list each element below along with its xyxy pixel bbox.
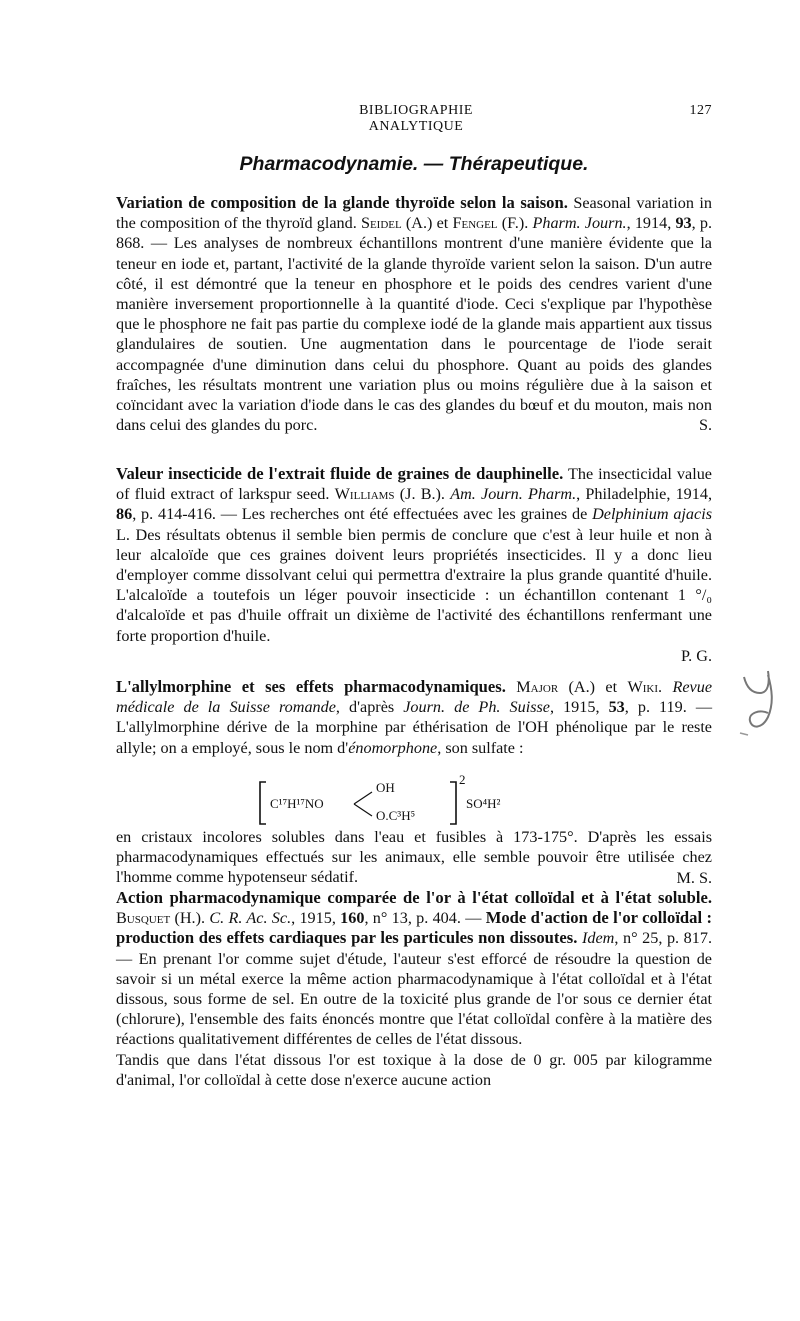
- journal-name: Journ. de Ph. Suisse: [403, 698, 550, 717]
- reviewer-signature: P. G.: [680, 646, 712, 665]
- chemical-formula: [254, 774, 544, 834]
- page-number: 127: [689, 103, 712, 118]
- reviewer-signature: S.: [698, 416, 712, 435]
- idem-reference: Idem: [582, 929, 615, 948]
- volume-number: 93: [675, 214, 692, 233]
- section-title: Pharmacodynamie. — Thérapeutique.: [239, 153, 589, 175]
- author-name: Fengel: [452, 214, 498, 233]
- handwritten-y-icon: [738, 663, 788, 743]
- formula-upper: OH: [376, 780, 395, 795]
- journal-name: Revue médicale de la Suisse romande: [116, 678, 713, 717]
- journal-name: C. R. Ac. Sc.: [209, 909, 292, 928]
- abstract-text: L. Des résultats obtenus il semble bien permis de conclure que c'est à leur huile et non à leur alcaloïde que ces graines doivent leurs propriétés insecticides. Il y a donc lieu d'employer comme dissolvant celui qui permettra d'extraire la plus grande quantité d'huile. L'alcaloïde a toutefois un léger pouvoir insecticide : un échantillon contenant 1 °/₀ d'alcaloïde et pas d'huile offrait un dixième de l'activité des échantillons renfermant une forte proportion d'huile.: [116, 525, 712, 645]
- formula-branch-lines: [354, 792, 372, 816]
- article-title: Variation de composition de la glande thyroïde selon la saison.: [116, 193, 568, 212]
- article-title: L'allylmorphine et ses effets pharmacodynamiques.: [116, 677, 506, 696]
- author-name: Seidel: [360, 214, 402, 233]
- formula-acid: SO⁴H²: [466, 796, 501, 811]
- abstract-text: en cristaux incolores solubles dans l'eau et fusibles à 173-175°. D'après les essais pharmacodynamiques effectués sur les animaux, elle semble pouvoir être utilisée chez l'homme comme hypotenseur sédatif.: [116, 828, 712, 887]
- abstract-text-continued: Tandis que dans l'état dissous l'or est toxique à la dose de 0 gr. 005 par kilogramme d'animal, l'or colloïdal à cette dose n'exerce aucune action: [116, 1050, 712, 1089]
- article-gold: [116, 888, 712, 1090]
- article-gold-body: Action pharmacodynamique comparée de l'or à l'état colloïdal et à l'état soluble. Busquet (H.). C. R. Ac. Sc., 1915, 160, n° 13, p. 404. — Mode d'action de l'or colloïdal : production des effets cardiaques par les particules non dissoutes. Idem, n° 25, p. 817. — En prenant l'or comme sujet d'étude, l'auteur s'est efforcé de résoudre la question de savoir si un métal exerce la même action pharmacodynamique à l'état colloïdal et à l'état dissous, sous forme de sel. En outre de la toxicité plus grande de l'or sous ce dernier état (chlorure), l'ensemble des faits énoncés montre que l'état colloïdal confère à la matière des réactions qualitativement différentes de celles de l'état dissous.: [116, 888, 712, 1049]
- article-allylmorphine-continued: [116, 827, 712, 888]
- volume-number: 160: [340, 909, 365, 928]
- journal-name: Am. Journ. Pharm.: [450, 485, 577, 504]
- abstract-text: Les analyses de nombreux échantillons montrent d'une manière évidente que la teneur en iode et, partant, l'activité de la glande thyroïde varient selon la saison. D'un autre côté, il est démontré que la teneur en phosphore et le poids des cendres varient d'une manière inversement proportionnelle à la quantité d'iode. Ceci s'explique par l'hypothèse que le phosphore ne fait pas partie du complexe iodé de la glande mais appartient aux tissus glandulaires de soutien. Une augmentation dans le pourcentage de l'iode serait accompagnée d'une diminution dans celui du phosphore. Quant au poids des glandes fraîches, les résultats montrent une variation plus ou moins régulière due à la saison et coïncidant avec la variation d'iode dans le cas des glandes du bœuf et du mouton, mais non dans celui des glandes du porc.: [116, 234, 712, 435]
- article-title: Action pharmacodynamique comparée de l'or à l'état colloïdal et à l'état soluble.: [116, 888, 712, 907]
- reviewer-signature: M. S.: [676, 868, 712, 887]
- handwritten-mark: [738, 663, 788, 743]
- author-name: Williams: [334, 485, 395, 504]
- left-bracket: [260, 782, 266, 824]
- running-title: BIBLIOGRAPHIE ANALYTIQUE: [359, 103, 473, 134]
- article-allylmorphine: [116, 677, 712, 758]
- article-insecticide-body: Valeur insecticide de l'extrait fluide de graines de dauphinelle. The insecticidal value of fluid extract of larkspur seed. Williams (J. B.). Am. Journ. Pharm., Philadelphie, 1914, 86, p. 414-416. — Les recherches ont été effectuées avec les graines de Delphinium ajacis L. Des résultats obtenus il semble bien permis de conclure que c'est à leur huile et non à leur alcaloïde que ces graines doivent leurs propriétés insecticides. Il y a donc lieu d'employer comme dissolvant celui qui permettra d'extraire la plus grande quantité d'huile. L'alcaloïde a toutefois un léger pouvoir insecticide : un échantillon contenant 1 °/₀ d'alcaloïde et pas d'huile offrait un dixième de l'activité des échantillons renfermant une forte proportion d'huile.: [116, 464, 712, 645]
- article-title: Valeur insecticide de l'extrait fluide de graines de dauphinelle.: [116, 464, 564, 483]
- article-thyroid: [116, 193, 712, 435]
- author-name: Major: [516, 678, 559, 696]
- article-allylmorphine-body: L'allylmorphine et ses effets pharmacodynamiques. Major (A.) et Wiki. Revue médicale de la Suisse romande, d'après Journ. de Ph. Suisse, 1915, 53, p. 119. — L'allylmorphine dérive de la morphine par éthérisation de l'OH phénolique par le reste allyle; on a employé, sous le nom d'énomorphone, son sulfate :: [116, 677, 713, 757]
- formula-lower: O.C³H⁵: [376, 808, 416, 823]
- article-insecticide: [116, 464, 712, 666]
- right-bracket: [450, 782, 456, 824]
- abstract-text: — En prenant l'or comme sujet d'étude, l'auteur s'est efforcé de résoudre la question de savoir si un métal exerce la même action pharmacodynamique à l'état colloïdal et à l'état dissous, sous forme de sel. En outre de la toxicité plus grande de l'or sous ce dernier état (chlorure), l'ensemble des faits énoncés montre que l'état colloïdal confère à la matière des réactions qualitativement différentes de celles de l'état dissous.: [116, 949, 712, 1049]
- journal-name: Pharm. Journ.: [532, 214, 627, 233]
- article-subtitle: Mode d'action de l'or colloïdal : production des effets cardiaques par les particules non dissoutes.: [116, 908, 712, 948]
- formula-main: C¹⁷H¹⁷NO: [270, 796, 324, 811]
- author-name: Wiki: [627, 678, 659, 696]
- species-name: Delphinium ajacis: [592, 505, 712, 524]
- formula-drawing: [254, 774, 544, 834]
- volume-number: 53: [608, 698, 625, 717]
- formula-subscript: 2: [459, 772, 466, 787]
- author-name: Busquet: [116, 909, 171, 928]
- article-thyroid-body: Variation de composition de la glande thyroïde selon la saison. Seasonal variation in the composition of the thyroïd gland. Seidel (A.) et Fengel (F.). Pharm. Journ., 1914, 93, p. 868. — Les analyses de nombreux échantillons montrent d'une manière évidente que la teneur en iode et, partant, l'activité de la glande thyroïde varient selon la saison. D'un autre côté, il est démontré que la teneur en phosphore et le poids des cendres varient d'une manière inversement proportionnelle à la quantité d'iode. Ceci s'explique par l'hypothèse que le phosphore ne fait pas partie du complexe iodé de la glande mais appartient aux tissus glandulaires de soutien. Une augmentation dans le pourcentage de l'iode serait accompagnée d'une diminution dans celui du phosphore. Quant au poids des glandes fraîches, les résultats montrent une variation plus ou moins régulière due à la saison et coïncidant avec la variation d'iode dans le cas des glandes du bœuf et du mouton, mais non dans celui des glandes du porc. S.: [116, 193, 712, 435]
- drug-name: énomorphone: [348, 738, 438, 757]
- volume-number: 86: [116, 505, 133, 524]
